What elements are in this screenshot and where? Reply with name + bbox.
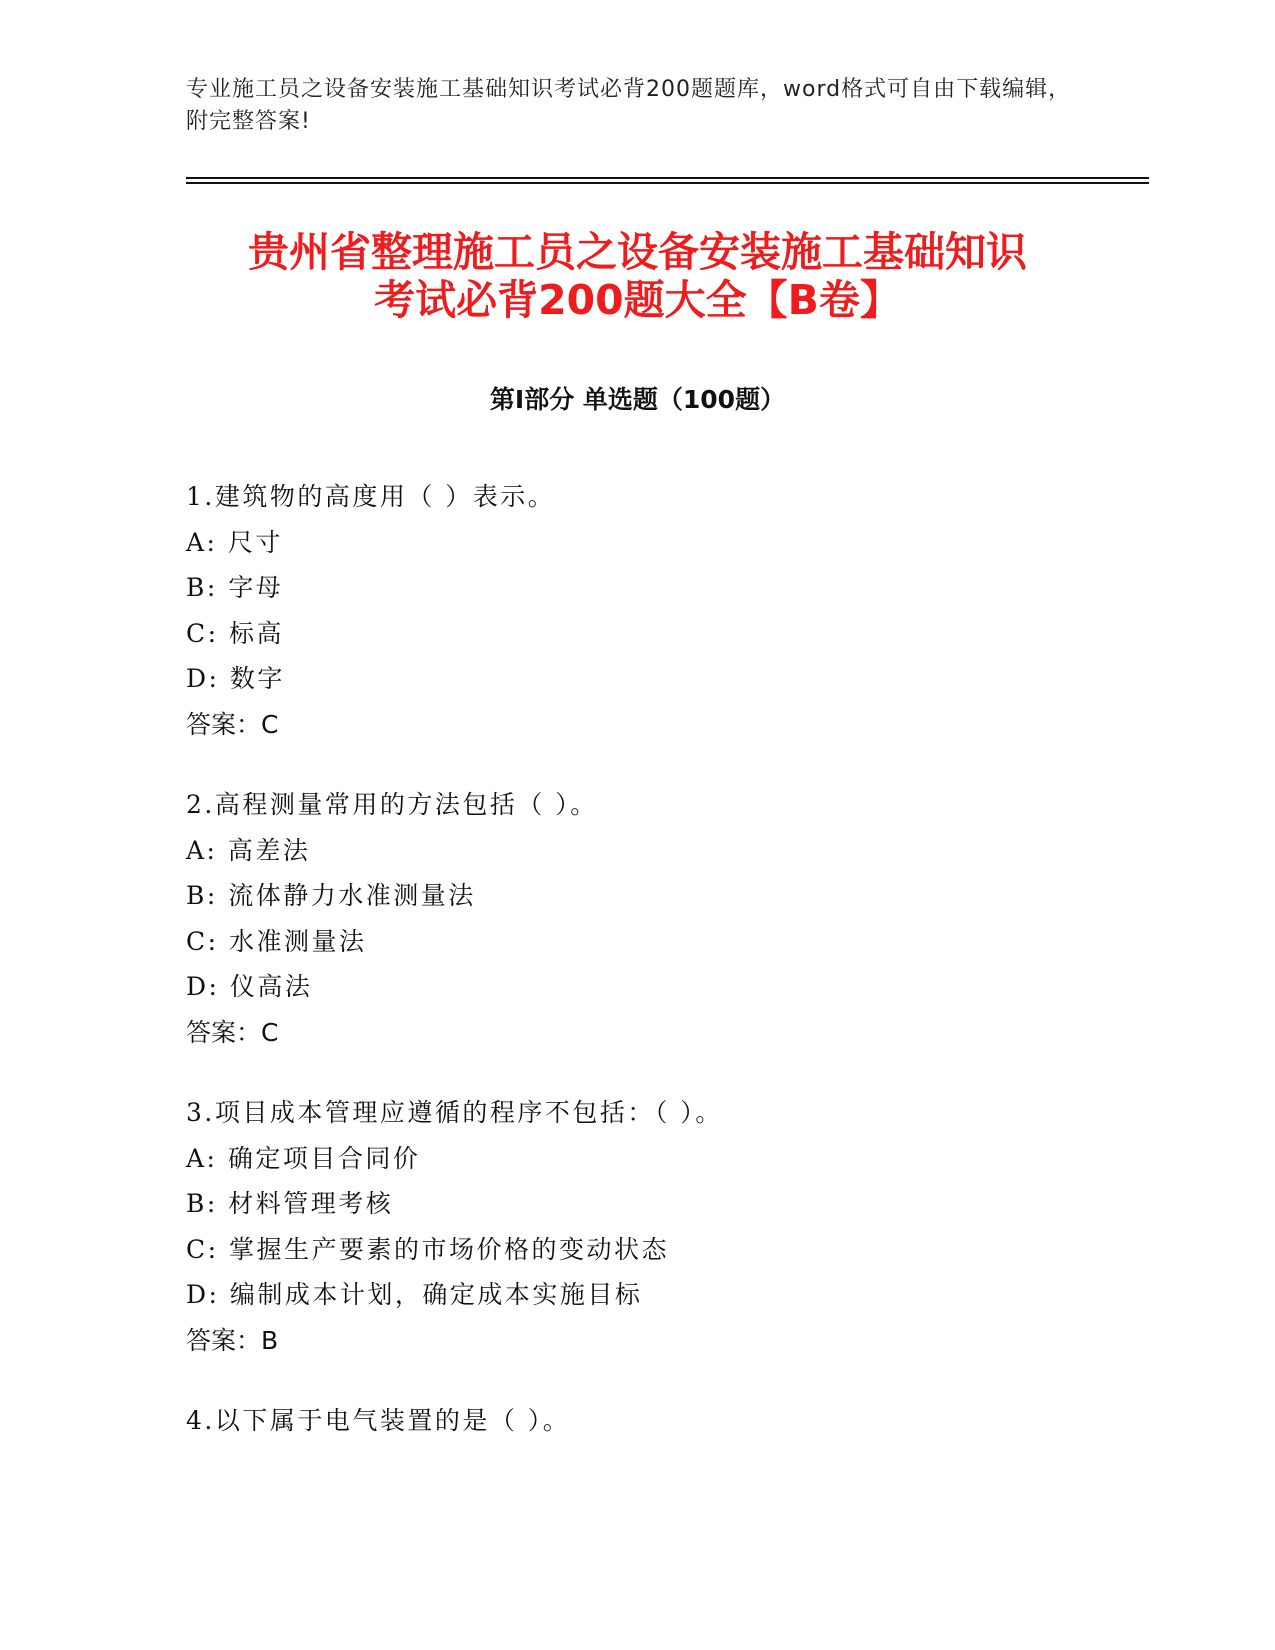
- option-d: D: 仪高法: [186, 972, 313, 1001]
- answer: 答案：B: [186, 1325, 279, 1355]
- answer: 答案：C: [186, 709, 279, 739]
- question-1: [186, 474, 1076, 747]
- document-title-line-2: 考试必背200题大全【B卷】: [374, 276, 901, 324]
- answer: 答案：C: [186, 1017, 279, 1047]
- option-d: D: 编制成本计划，确定成本实施目标: [186, 1280, 643, 1309]
- question-stem: 4.以下属于电气装置的是（ ）。: [186, 1406, 571, 1435]
- header-rule-top: [186, 177, 1149, 179]
- question-stem: 2.高程测量常用的方法包括（ ）。: [186, 790, 598, 819]
- question-2: [186, 782, 1076, 1055]
- option-b: B: 材料管理考核: [186, 1189, 394, 1218]
- option-c: C: 水准测量法: [186, 926, 367, 956]
- document-title-line-1: 贵州省整理施工员之设备安装施工基础知识: [248, 228, 1027, 276]
- option-c: C: 标高: [186, 618, 284, 648]
- option-d: D: 数字: [186, 664, 285, 693]
- option-a: A: 确定项目合同价: [186, 1143, 421, 1173]
- document-title: [186, 228, 1089, 324]
- option-b: B: 字母: [186, 573, 284, 602]
- option-a: A: 高差法: [186, 835, 311, 865]
- question-list: [186, 474, 1076, 1479]
- header-rule-bottom: [186, 182, 1149, 184]
- question-stem: 3.项目成本管理应遵循的程序不包括：（ ）。: [186, 1098, 723, 1127]
- question-3: [186, 1090, 1076, 1363]
- question-stem: 1.建筑物的高度用（ ）表示。: [186, 482, 556, 511]
- option-a: A: 尺寸: [186, 527, 283, 557]
- header-note: 专业施工员之设备安装施工基础知识考试必背200题题库，word格式可自由下载编辑，附完整答案!: [186, 77, 1072, 134]
- section-heading: 第I部分 单选题（100题）: [489, 385, 786, 414]
- question-4: [186, 1398, 1076, 1444]
- option-b: B: 流体静力水准测量法: [186, 881, 476, 910]
- option-c: C: 掌握生产要素的市场价格的变动状态: [186, 1234, 669, 1264]
